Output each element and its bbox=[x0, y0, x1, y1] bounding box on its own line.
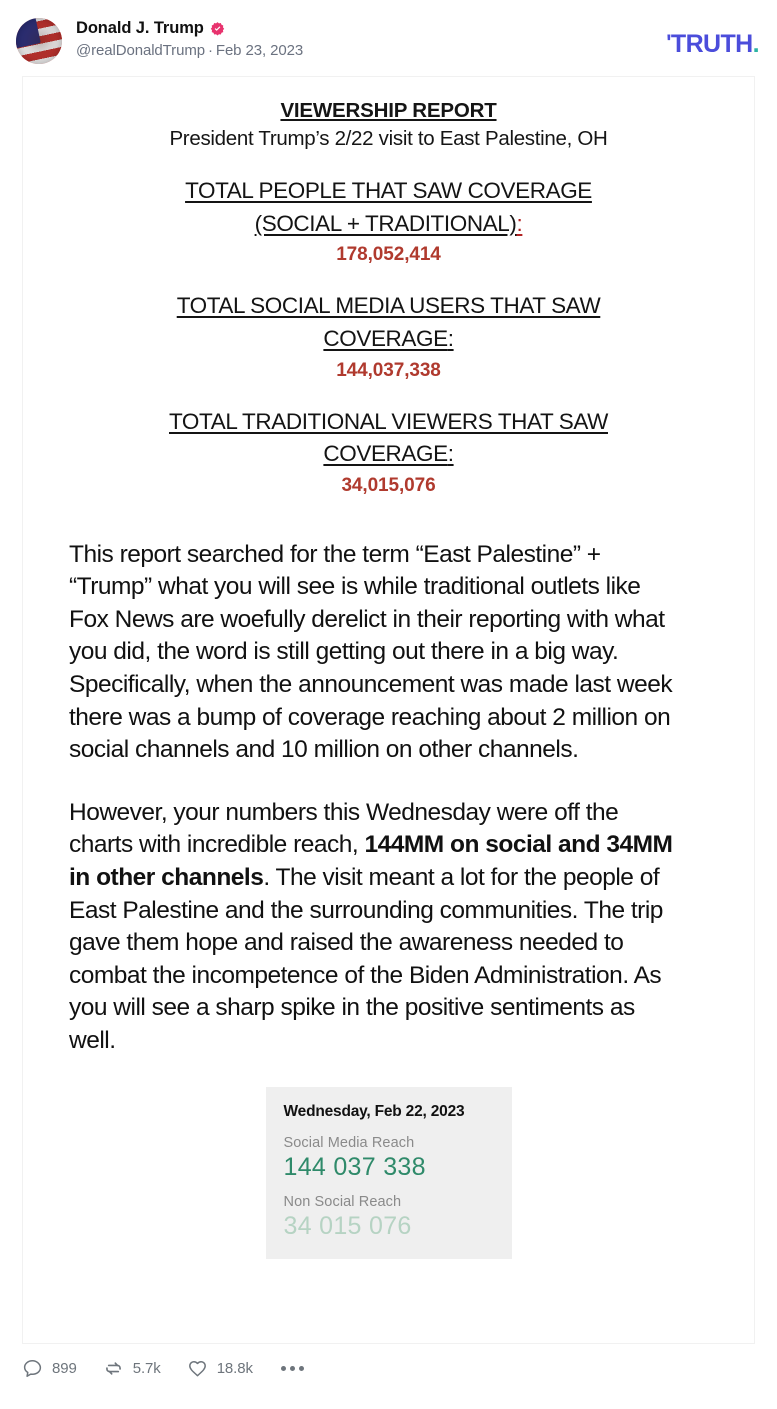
metric-value: 34,015,076 bbox=[341, 474, 436, 496]
reply-button[interactable] bbox=[22, 1358, 77, 1379]
display-name-row bbox=[76, 19, 303, 37]
truth-logo-dot: . bbox=[752, 30, 759, 58]
metric-label bbox=[57, 406, 720, 471]
reach-card bbox=[266, 1087, 512, 1259]
metric-label-line2: COVERAGE bbox=[323, 325, 448, 351]
more-dot bbox=[290, 1366, 295, 1371]
retruth-icon bbox=[103, 1358, 124, 1379]
metric-label-line2: (SOCIAL + TRADITIONAL) bbox=[254, 210, 517, 236]
paragraph-2-highlight: 144MM on social and 34MM in other channels bbox=[69, 831, 673, 891]
metric-colon: : bbox=[516, 210, 523, 236]
post-header bbox=[0, 0, 777, 62]
metric-colon: : bbox=[447, 325, 454, 351]
metric-value: 178,052,414 bbox=[336, 244, 441, 266]
metric-label bbox=[57, 175, 720, 240]
metric-label-line2: COVERAGE bbox=[323, 441, 448, 467]
retruth-button[interactable] bbox=[103, 1358, 161, 1379]
paragraph-2-lead: However, your numbers this Wednesday were off the charts with incredible reach, bbox=[69, 798, 619, 859]
report-paragraph-2 bbox=[69, 797, 686, 1058]
verified-badge-icon bbox=[210, 21, 225, 36]
author-block bbox=[76, 18, 303, 59]
reach-card-date: Wednesday, Feb 22, 2023 bbox=[283, 1103, 465, 1121]
avatar[interactable] bbox=[16, 18, 62, 64]
handle-date-separator: · bbox=[207, 42, 213, 60]
nonsocial-reach-label: Non Social Reach bbox=[283, 1194, 402, 1211]
author-display-name[interactable]: Donald J. Trump bbox=[76, 19, 204, 37]
more-options-icon[interactable] bbox=[281, 1366, 304, 1371]
truth-social-logo bbox=[666, 30, 759, 59]
report-title: VIEWERSHIP REPORT bbox=[280, 99, 497, 122]
like-count: 18.8k bbox=[216, 1360, 253, 1377]
reply-count: 899 bbox=[52, 1360, 77, 1377]
avatar-inner-shadow bbox=[16, 18, 62, 64]
handle-and-date-row bbox=[76, 42, 303, 59]
social-reach-label: Social Media Reach bbox=[283, 1135, 415, 1152]
report-content bbox=[23, 77, 754, 1259]
metric-traditional-viewers bbox=[57, 406, 720, 497]
heart-icon bbox=[187, 1358, 208, 1379]
metric-total-people bbox=[57, 175, 720, 266]
metric-value: 144,037,338 bbox=[336, 359, 441, 381]
metric-label bbox=[57, 290, 720, 355]
comment-icon bbox=[22, 1358, 43, 1379]
retruth-count: 5.7k bbox=[132, 1360, 161, 1377]
report-paragraph-1: This report searched for the term “East Palestine” + “Trump” what you will see is while traditional outlets like Fox News are woefully derelict in their reporting with what you did, the word is still getting out there in a big way. Specifically, when the announcement was made last week there was a bump of coverage reaching about 2 million on social channels and 10 million on other channels. bbox=[69, 540, 673, 764]
report-subtitle: President Trump’s 2/22 visit to East Palestine, OH bbox=[169, 127, 608, 150]
attached-report-image[interactable] bbox=[22, 76, 755, 1344]
truth-logo-tick: ' bbox=[666, 30, 671, 55]
metric-social-media-users bbox=[57, 290, 720, 381]
social-reach-value: 144 037 338 bbox=[283, 1153, 426, 1182]
metric-label-line1: TOTAL SOCIAL MEDIA USERS THAT SAW bbox=[176, 293, 601, 319]
more-dot bbox=[281, 1366, 286, 1371]
like-button[interactable] bbox=[187, 1358, 253, 1379]
author-handle[interactable]: @realDonaldTrump bbox=[76, 42, 205, 60]
truth-logo-text: TRUTH bbox=[670, 30, 753, 58]
metric-colon: : bbox=[447, 441, 454, 467]
report-body bbox=[57, 539, 720, 1058]
metric-label-line1: TOTAL PEOPLE THAT SAW COVERAGE bbox=[185, 178, 592, 203]
paragraph-2-tail: . The visit meant a lot for the people of East Palestine and the surrounding communities. The trip gave them hope and raised the awareness needed to combat the incompetence of the Biden Administration. As you will see a sharp spike in the positive sentiments as well. bbox=[69, 863, 663, 1054]
nonsocial-reach-value: 34 015 076 bbox=[283, 1212, 412, 1241]
reach-card-container bbox=[57, 1087, 720, 1259]
more-dot bbox=[299, 1366, 304, 1371]
engagement-bar bbox=[22, 1358, 304, 1379]
metric-label-line1: TOTAL TRADITIONAL VIEWERS THAT SAW bbox=[169, 408, 608, 434]
post-date[interactable]: Feb 23, 2023 bbox=[215, 42, 304, 60]
